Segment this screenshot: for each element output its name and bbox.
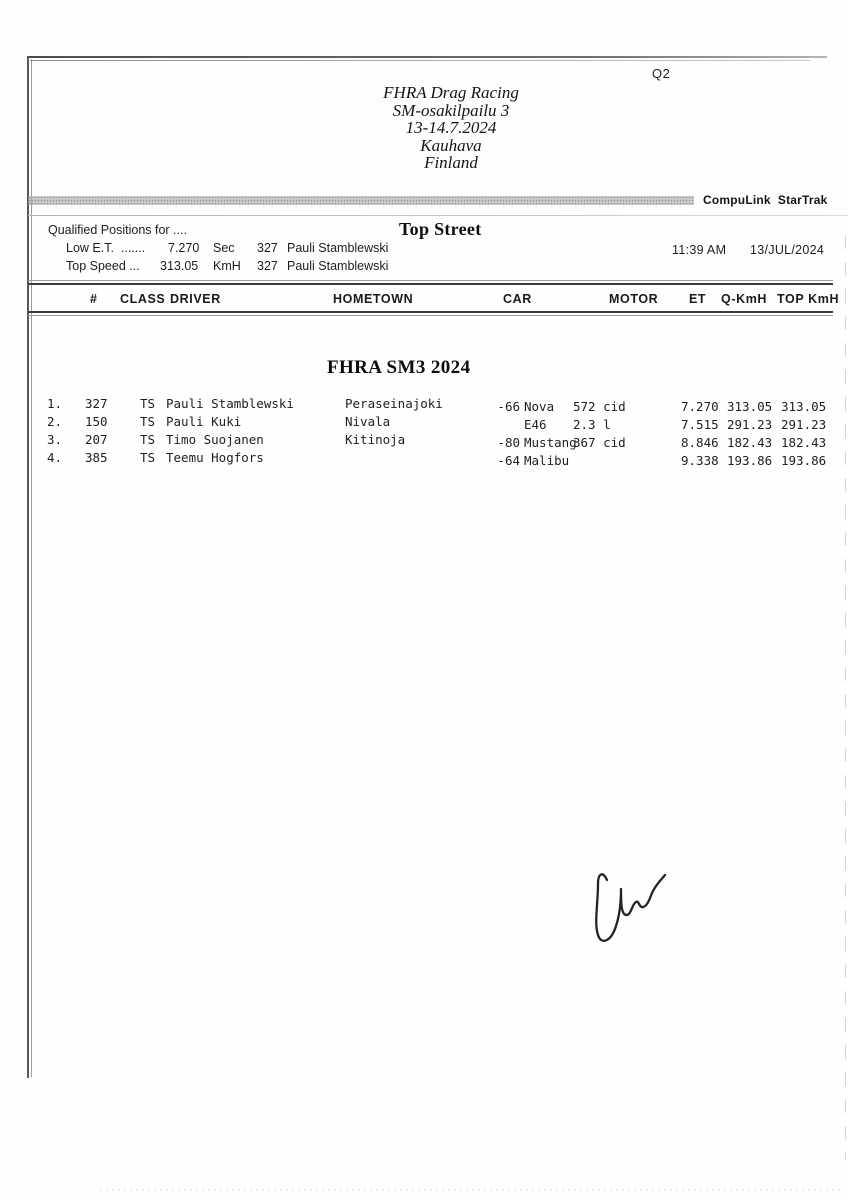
cell-driver: Pauli Kuki bbox=[166, 414, 242, 429]
col-header-hometown: HOMETOWN bbox=[333, 292, 414, 306]
page-border-left-shadow bbox=[31, 59, 32, 1077]
page-border-top-shadow bbox=[30, 60, 810, 61]
table-rule-top-light bbox=[28, 280, 833, 281]
cell-car-year: -66 bbox=[497, 399, 520, 414]
qualified-positions-label: Qualified Positions for .... bbox=[48, 223, 187, 237]
cell-class: TS bbox=[140, 432, 156, 447]
col-header-et: ET bbox=[689, 292, 707, 306]
event-title: FHRA Drag Racing bbox=[383, 83, 519, 102]
cell-car-year: -64 bbox=[497, 453, 520, 468]
low-et-label: Low E.T. ....... bbox=[66, 241, 146, 255]
cell-class: TS bbox=[140, 396, 156, 411]
cell-hometown: Nivala bbox=[345, 414, 391, 429]
table-row bbox=[0, 432, 848, 450]
cell-driver: Pauli Stamblewski bbox=[166, 396, 294, 411]
top-speed-value: 313.05 bbox=[160, 259, 199, 273]
event-round: SM-osakilpailu 3 bbox=[392, 100, 510, 120]
low-et-unit: Sec bbox=[213, 241, 235, 255]
cell-car-name: Malibu bbox=[524, 453, 570, 468]
halftone-divider bbox=[28, 196, 694, 205]
event-date: 13-14.7.2024 bbox=[405, 118, 497, 137]
low-et-driver: Pauli Stamblewski bbox=[287, 241, 389, 255]
cell-motor: 2.3 l bbox=[573, 417, 611, 432]
event-country: Finland bbox=[424, 153, 478, 172]
cell-rank: 1. bbox=[47, 396, 63, 411]
top-speed-label: Top Speed ... bbox=[66, 259, 140, 273]
col-header-car: CAR bbox=[503, 292, 532, 306]
cell-rank: 4. bbox=[47, 450, 63, 465]
print-time: 11:39 AM bbox=[672, 243, 727, 257]
cell-rank: 3. bbox=[47, 432, 63, 447]
table-rule-bottom-light bbox=[28, 315, 833, 316]
cell-number: 207 bbox=[85, 432, 108, 447]
cell-q-kmh: 313.05 bbox=[727, 399, 773, 414]
cell-q-kmh: 182.43 bbox=[727, 435, 773, 450]
divider-line bbox=[28, 215, 848, 216]
cell-driver: Teemu Hogfors bbox=[166, 450, 264, 465]
cell-q-kmh: 291.23 bbox=[727, 417, 773, 432]
col-header-top-kmh: TOP KmH bbox=[777, 292, 840, 306]
page-border-right-faint bbox=[845, 235, 846, 1160]
cell-top-kmh: 313.05 bbox=[781, 399, 827, 414]
page-border-top bbox=[28, 56, 827, 58]
timing-system-brand: CompuLink StarTrak bbox=[703, 193, 828, 207]
top-speed-driver: Pauli Stamblewski bbox=[287, 259, 389, 273]
cell-motor: 367 cid bbox=[573, 435, 626, 450]
col-header-motor: MOTOR bbox=[609, 292, 659, 306]
section-title: FHRA SM3 2024 bbox=[327, 357, 471, 378]
table-row bbox=[0, 414, 848, 432]
top-speed-car-number: 327 bbox=[257, 259, 278, 273]
cell-et: 7.270 bbox=[681, 399, 719, 414]
col-header-q-kmh: Q-KmH bbox=[721, 292, 768, 306]
table-row bbox=[0, 450, 848, 468]
cell-motor: 572 cid bbox=[573, 399, 626, 414]
table-row bbox=[0, 396, 848, 414]
cell-hometown: Peraseinajoki bbox=[345, 396, 443, 411]
cell-top-kmh: 193.86 bbox=[781, 453, 827, 468]
cell-top-kmh: 291.23 bbox=[781, 417, 827, 432]
cell-car-year: -80 bbox=[497, 435, 520, 450]
cell-rank: 2. bbox=[47, 414, 63, 429]
col-header-driver: DRIVER bbox=[170, 292, 221, 306]
signature-mark bbox=[585, 862, 670, 952]
col-header-class: CLASS bbox=[120, 292, 166, 306]
print-date: 13/JUL/2024 bbox=[750, 243, 825, 257]
cell-top-kmh: 182.43 bbox=[781, 435, 827, 450]
event-header bbox=[54, 84, 848, 172]
session-label: Q2 bbox=[652, 66, 671, 81]
low-et-value: 7.270 bbox=[168, 241, 200, 255]
event-city: Kauhava bbox=[420, 135, 482, 155]
top-speed-unit: KmH bbox=[213, 259, 241, 273]
table-rule-top-dark bbox=[28, 283, 833, 285]
page-border-left bbox=[27, 56, 29, 1078]
cell-hometown: Kitinoja bbox=[345, 432, 406, 447]
low-et-car-number: 327 bbox=[257, 241, 278, 255]
cell-class: TS bbox=[140, 450, 156, 465]
cell-car-name: Mustang bbox=[524, 435, 577, 450]
cell-class: TS bbox=[140, 414, 156, 429]
cell-et: 7.515 bbox=[681, 417, 719, 432]
cell-number: 150 bbox=[85, 414, 108, 429]
cell-number: 385 bbox=[85, 450, 108, 465]
cell-driver: Timo Suojanen bbox=[166, 432, 264, 447]
table-rule-bottom-dark bbox=[28, 311, 833, 313]
cell-et: 8.846 bbox=[681, 435, 719, 450]
cell-number: 327 bbox=[85, 396, 108, 411]
cell-et: 9.338 bbox=[681, 453, 719, 468]
col-header-pos: # bbox=[90, 292, 98, 306]
cell-car-name: E46 bbox=[524, 417, 547, 432]
page-border-bottom-dots bbox=[100, 1189, 840, 1191]
cell-q-kmh: 193.86 bbox=[727, 453, 773, 468]
cell-car-name: Nova bbox=[524, 399, 555, 414]
class-title: Top Street bbox=[399, 219, 482, 239]
